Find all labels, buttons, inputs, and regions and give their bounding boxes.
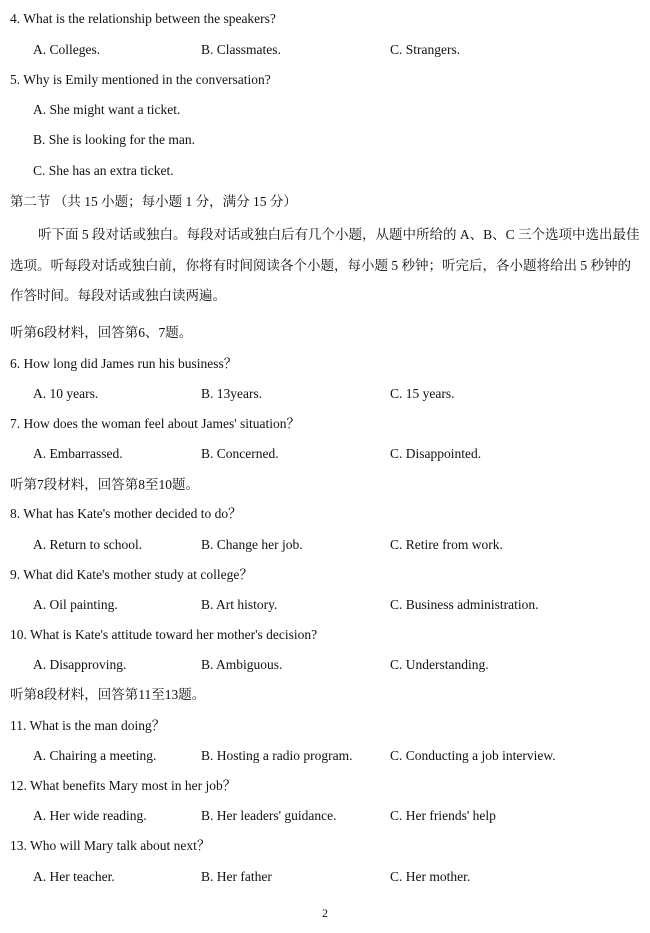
option-b: B. 13years. <box>201 386 263 401</box>
option-a: A. Colleges. <box>33 42 101 57</box>
option-c: C. Retire from work. <box>390 537 503 552</box>
option-a: A. Her teacher. <box>33 869 115 884</box>
material-heading-8: 听第8段材料，回答第11至13题。 <box>10 687 206 702</box>
option-c: C. She has an extra ticket. <box>33 163 174 178</box>
option-c: C. Strangers. <box>390 42 461 57</box>
question-11: 11. What is the man doing？ <box>10 718 166 733</box>
option-c: C. Disappointed. <box>390 446 482 461</box>
material-heading-6: 听第6段材料，回答第6、7题。 <box>10 325 193 340</box>
section-title: 第二节 （共 15 小题；每小题 1 分，满分 15 分） <box>10 194 297 209</box>
option-c: C. Her friends' help <box>390 808 496 823</box>
question-13: 13. Who will Mary talk about next？ <box>10 838 211 853</box>
option-a: A. Chairing a meeting. <box>33 748 157 763</box>
option-b: B. Change her job. <box>201 537 303 552</box>
option-a: A. Oil painting. <box>33 597 118 612</box>
option-b: B. Classmates. <box>201 42 281 57</box>
option-c: C. 15 years. <box>390 386 455 401</box>
option-a: A. Return to school. <box>33 537 143 552</box>
question-8: 8. What has Kate's mother decided to do？ <box>10 506 242 521</box>
option-b: B. Ambiguous. <box>201 657 283 672</box>
question-9: 9. What did Kate's mother study at college？ <box>10 567 253 582</box>
option-b: B. Concerned. <box>201 446 279 461</box>
option-a: A. Embarrassed. <box>33 446 123 461</box>
question-12: 12. What benefits Mary most in her job？ <box>10 778 237 793</box>
option-b: B. Art history. <box>201 597 278 612</box>
option-a: A. She might want a ticket. <box>33 102 181 117</box>
section-instructions: 听下面 5 段对话或独白。每段对话或独白后有几个小题，从题中所给的 A、B、C 三个选项中选出最佳选项。听每段对话或独白前，你将有时间阅读各个小题，每小题 5 秒钟；听完后，各小题将给出 5 秒钟的作答时间。每段对话或独白读两遍。 <box>10 227 640 303</box>
question-5: 5. Why is Emily mentioned in the conversation? <box>10 72 271 87</box>
option-a: A. Disapproving. <box>33 657 127 672</box>
page-number: 2 <box>322 906 328 920</box>
option-c: C. Her mother. <box>390 869 471 884</box>
question-4: 4. What is the relationship between the speakers? <box>10 11 276 26</box>
option-c: C. Understanding. <box>390 657 489 672</box>
question-6: 6. How long did James run his business？ <box>10 356 238 371</box>
option-a: A. Her wide reading. <box>33 808 147 823</box>
option-c: C. Business administration. <box>390 597 539 612</box>
option-b: B. She is looking for the man. <box>33 132 195 147</box>
option-b: B. Her father <box>201 869 272 884</box>
option-c: C. Conducting a job interview. <box>390 748 556 763</box>
option-a: A. 10 years. <box>33 386 99 401</box>
option-b: B. Hosting a radio program. <box>201 748 353 763</box>
option-b: B. Her leaders' guidance. <box>201 808 337 823</box>
question-7: 7. How does the woman feel about James' situation？ <box>10 416 300 431</box>
question-10: 10. What is Kate's attitude toward her mother's decision? <box>10 627 318 642</box>
material-heading-7: 听第7段材料，回答第8至10题。 <box>10 477 199 492</box>
